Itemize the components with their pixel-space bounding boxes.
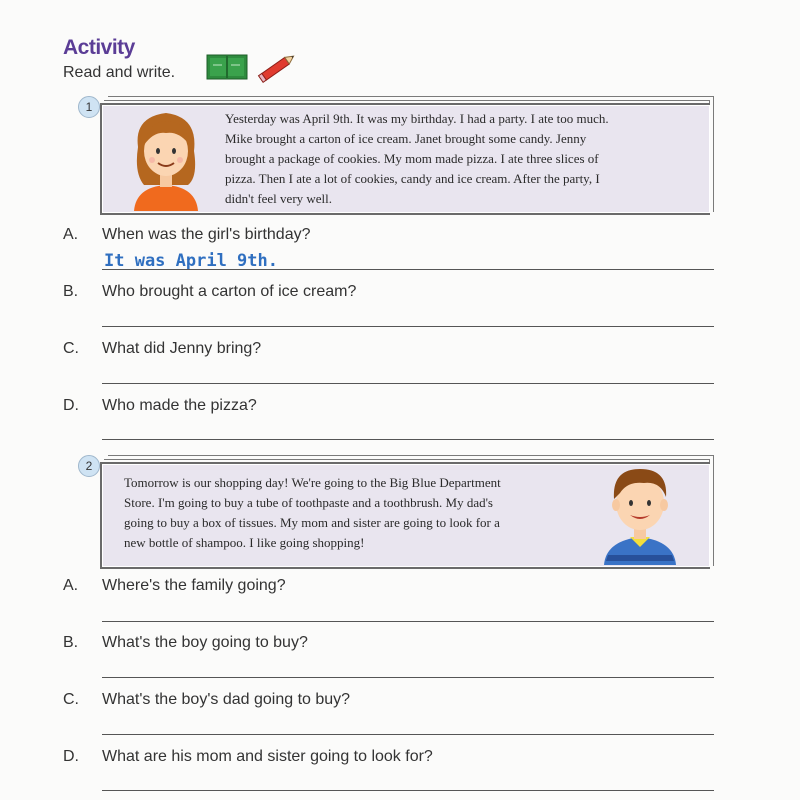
question-letter: B. [63,283,79,300]
question-text: Who made the pizza? [102,397,257,414]
section-number-badge: 1 [78,96,100,118]
section-number-badge: 2 [78,455,100,477]
passage-line: pizza. Then I ate a lot of cookies, candy and ice cream. After the party, I [225,171,600,186]
reading-passage [124,473,604,553]
question-letter: C. [63,340,79,357]
pencil-icon [255,51,301,83]
question-letter: A. [63,577,79,594]
question-letter: D. [63,397,79,414]
answer-line[interactable] [102,439,714,440]
instruction-text: Read and write. [63,64,176,81]
question-text: Who brought a carton of ice cream? [102,283,357,300]
question-letter: C. [63,691,79,708]
question-text: Where's the family going? [102,577,286,594]
answer-line[interactable] [102,326,714,327]
passage-line: brought a package of cookies. My mom made pizza. I ate three slices of [225,151,599,166]
question-letter: B. [63,634,79,651]
passage-line: Store. I'm going to buy a tube of toothpaste and a toothbrush. My dad's [124,495,493,510]
answer-line[interactable] [102,677,714,678]
question-text: What did Jenny bring? [102,340,262,357]
question-text: What's the boy's dad going to buy? [102,691,351,708]
passage-line: Tomorrow is our shopping day! We're going to the Big Blue Department [124,475,501,490]
answer-line[interactable] [102,269,714,270]
passage-line: Mike brought a carton of ice cream. Janet brought some candy. Jenny [225,131,587,146]
answer-line[interactable] [102,621,714,622]
question-text: When was the girl's birthday? [102,226,311,243]
girl-illustration [128,107,204,211]
question-letter: D. [63,748,79,765]
answer-line[interactable] [102,734,714,735]
passage-line: going to buy a box of tissues. My mom and sister are going to look for a [124,515,500,530]
answer-text: It was April 9th. [104,251,278,271]
book-icon [206,54,248,80]
passage-line: Yesterday was April 9th. It was my birthday. I had a party. I ate too much. [225,111,609,126]
reading-passage [225,109,705,209]
passage-line: didn't feel very well. [225,191,333,206]
question-letter: A. [63,226,79,243]
page-title: Activity [63,36,135,59]
question-text: What's the boy going to buy? [102,634,308,651]
question-text: What are his mom and sister going to look for? [102,748,433,765]
answer-line[interactable] [102,383,714,384]
boy-illustration [600,463,680,565]
answer-line[interactable] [102,790,714,791]
passage-line: new bottle of shampoo. I like going shopping! [124,535,365,550]
